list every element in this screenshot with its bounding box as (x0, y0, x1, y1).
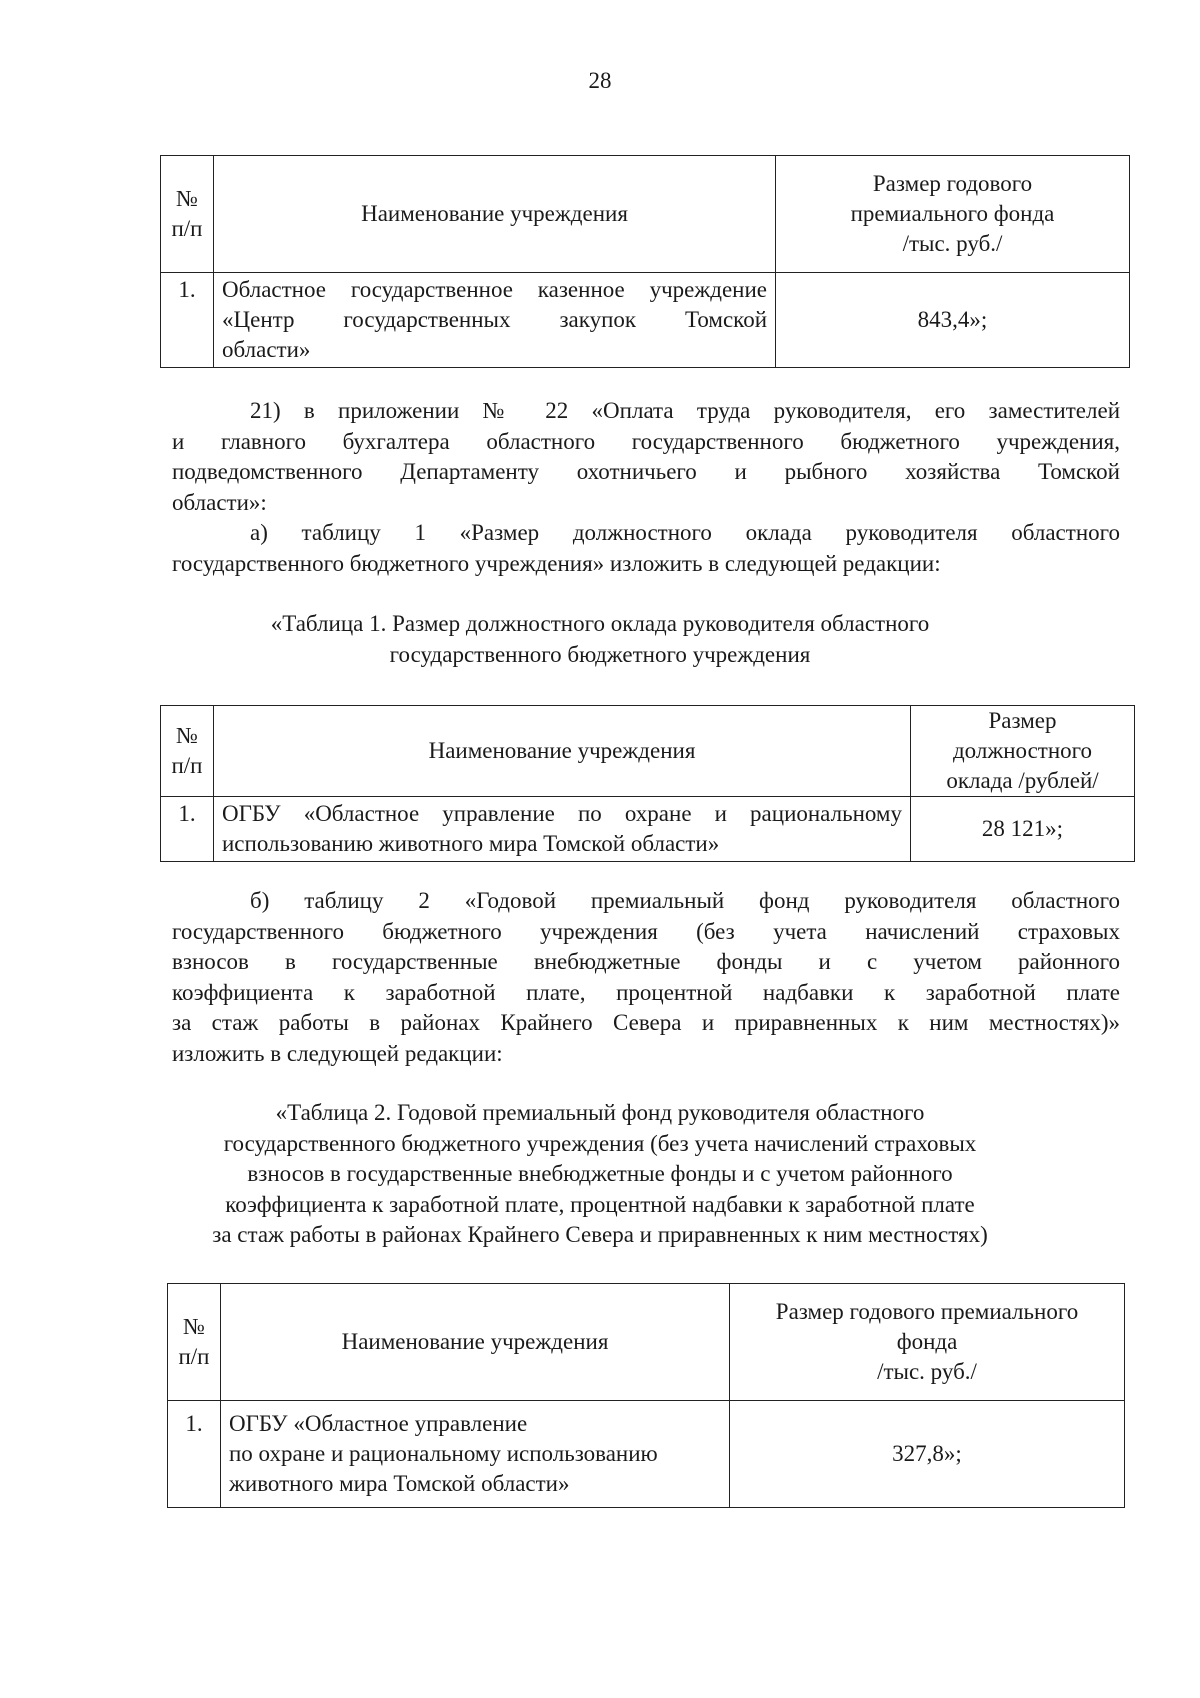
header-amount (776, 156, 1130, 273)
caption-line: «Таблица 2. Годовой премиальный фонд руководителя областного (275, 1100, 925, 1125)
table-header-row (161, 706, 1135, 797)
paragraph-line: б) таблицу 2 «Годовой премиальный фонд руководителя областного (250, 888, 1120, 913)
row-name-line: животного мира Томской области» (229, 1471, 570, 1496)
header-amount-line: Размер годового (872, 171, 1033, 196)
header-amount-line: /тыс. руб./ (902, 231, 1003, 256)
paragraph-line: за стаж работы в районах Крайнего Севера и приравненных к ним местностях)» (172, 1010, 1120, 1035)
paragraph-21 (172, 396, 1120, 579)
header-num-line: № (176, 186, 198, 211)
row-name-line: по охране и рациональному использованию (229, 1441, 658, 1466)
row-name-line: использованию животного мира Томской области» (222, 831, 720, 856)
header-amount (911, 706, 1135, 797)
table-row (168, 1401, 1125, 1508)
paragraph-line: взносов в государственные внебюджетные фонды и с учетом районного (172, 949, 1120, 974)
header-num (161, 156, 214, 273)
header-num-line: п/п (171, 753, 203, 778)
row-name (214, 797, 911, 862)
table-2-caption (0, 1098, 1200, 1251)
table-top-continuation (160, 155, 1130, 368)
paragraph-a-line: государственного бюджетного учреждения» изложить в следующей редакции: (172, 550, 941, 576)
row-value: 843,4»; (776, 273, 1130, 368)
header-num (161, 706, 214, 797)
table-1-caption (0, 609, 1200, 670)
row-num: 1. (161, 797, 214, 862)
row-num: 1. (161, 273, 214, 368)
header-num-line: № (176, 723, 198, 748)
table-row (161, 797, 1135, 862)
header-amount-line: Размер годового премиального (775, 1299, 1079, 1324)
paragraph-a-line: а) таблицу 1 «Размер должностного оклада руководителя областного (250, 520, 1120, 545)
header-name: Наименование учреждения (214, 156, 776, 273)
row-name-line: ОГБУ «Областное управление по охране и рациональному (222, 801, 902, 826)
page-number: 28 (588, 68, 612, 93)
table-2 (167, 1283, 1125, 1508)
header-num (168, 1284, 221, 1401)
caption-line: коэффициента к заработной плате, процентной надбавки к заработной плате (225, 1191, 975, 1217)
row-num: 1. (168, 1401, 221, 1508)
header-name: Наименование учреждения (221, 1284, 730, 1401)
table-1 (160, 705, 1135, 862)
paragraph-line: и главного бухгалтера областного государственного бюджетного учреждения, (172, 428, 1120, 454)
header-amount-line: оклада /рублей/ (946, 768, 1099, 793)
row-value: 28 121»; (911, 797, 1135, 862)
header-amount-line: фонда (896, 1329, 958, 1354)
caption-line: государственного бюджетного учреждения (389, 641, 811, 667)
paragraph-line: подведомственного Департаменту охотничьего и рыбного хозяйства Томской (172, 459, 1120, 484)
header-num-line: п/п (171, 216, 203, 241)
paragraph-line: 21) в приложении № 22 «Оплата труда руководителя, его заместителей (250, 398, 1120, 423)
paragraph-line: государственного бюджетного учреждения (без учета начислений страховых (172, 918, 1120, 944)
row-name-line: «Центр государственных закупок Томской (222, 307, 767, 332)
header-amount-line: /тыс. руб./ (877, 1359, 977, 1384)
table-header-row (168, 1284, 1125, 1401)
row-name-line: ОГБУ «Областное управление (229, 1411, 528, 1436)
row-name (214, 273, 776, 368)
header-num-line: п/п (178, 1344, 210, 1369)
header-num-line: № (183, 1314, 205, 1339)
table-row (161, 273, 1130, 368)
row-name (221, 1401, 730, 1508)
paragraph-line: коэффициента к заработной плате, процентной надбавки к заработной плате (172, 979, 1120, 1005)
caption-line: за стаж работы в районах Крайнего Севера и приравненных к ним местностях) (212, 1222, 988, 1247)
header-amount-line: премиального фонда (850, 201, 1055, 226)
paragraph-b (172, 886, 1120, 1069)
header-amount (730, 1284, 1125, 1401)
header-name: Наименование учреждения (214, 706, 911, 797)
header-amount-line: Размер (988, 708, 1057, 733)
header-amount-line: должностного (952, 738, 1093, 763)
paragraph-line: области»: (172, 489, 267, 515)
caption-line: взносов в государственные внебюджетные фонды и с учетом районного (247, 1161, 953, 1186)
row-name-line: Областное государственное казенное учреждение (222, 277, 767, 302)
row-name-line: области» (222, 337, 311, 362)
paragraph-line: изложить в следующей редакции: (172, 1040, 503, 1066)
caption-line: государственного бюджетного учреждения (без учета начислений страховых (223, 1130, 977, 1156)
table-header-row (161, 156, 1130, 273)
row-value: 327,8»; (730, 1401, 1125, 1508)
caption-line: «Таблица 1. Размер должностного оклада руководителя областного (270, 611, 930, 636)
